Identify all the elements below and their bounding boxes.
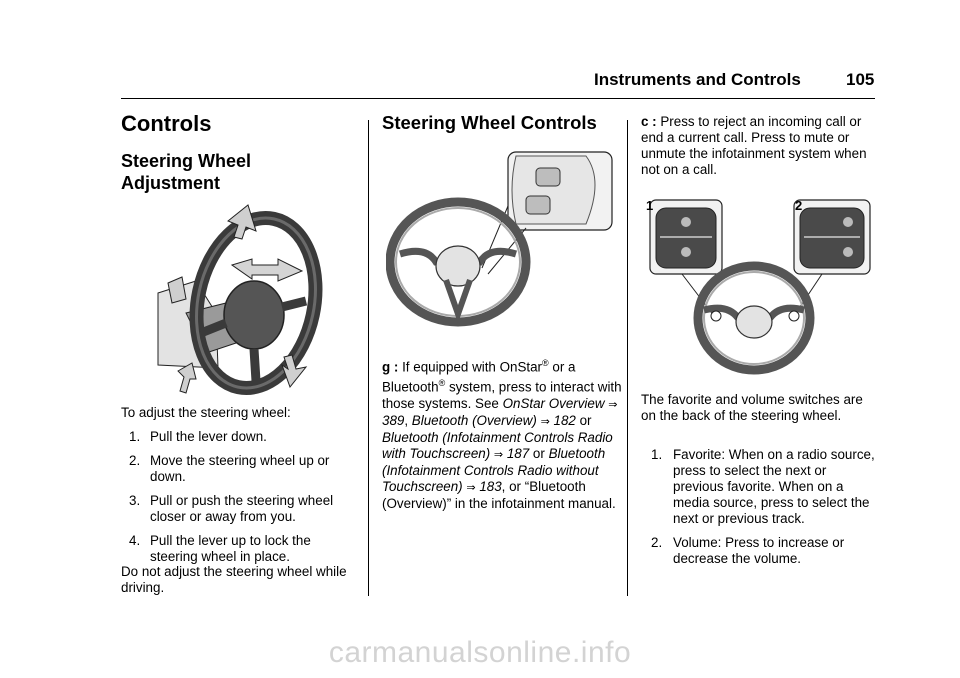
bluetooth-touchscreen-link[interactable]: Bluetooth (Infotainment Controls Radio with Touchscreen) <box>382 429 613 461</box>
page-ref-arrow-icon: ⇒ <box>540 414 550 428</box>
text-fragment: or <box>529 445 549 461</box>
steering-wheel-adjustment-illustration <box>156 203 326 395</box>
bluetooth-no-touchscreen-link[interactable]: Bluetooth (Infotainment Controls Radio without Touchscreen) <box>382 445 606 494</box>
onstar-bluetooth-paragraph <box>382 355 622 512</box>
registered-mark: ® <box>542 358 549 368</box>
running-header-title: Instruments and Controls <box>594 70 801 89</box>
page-ref[interactable]: 389 <box>382 412 405 428</box>
callout-number-2: 2 <box>795 198 803 213</box>
list-item <box>121 533 361 565</box>
text-fragment: Press to reject an incoming call or end a current call. Press to mute or unmute the infotainment system when not on a call. <box>641 114 867 177</box>
section-title-steering-wheel-controls: Steering Wheel Controls <box>382 112 597 133</box>
page-ref[interactable]: 187 <box>506 445 530 461</box>
page-ref-arrow-icon: ⇒ <box>493 447 504 461</box>
page-ref[interactable]: 182 <box>553 412 576 428</box>
step-text: Pull the lever up to lock the steering wheel in place. <box>150 533 311 564</box>
switches-description: The favorite and volume switches are on the back of the steering wheel. <box>641 392 863 423</box>
list-item <box>121 429 361 445</box>
bluetooth-overview-link[interactable]: Bluetooth (Overview) <box>411 412 537 428</box>
end-call-button-symbol: c : <box>641 114 657 129</box>
item-text: Favorite: When on a radio source, press to select the next or previous favorite. When on a media source, press to select the next or previous track. <box>673 447 875 526</box>
section-title-controls: Controls <box>121 111 212 136</box>
step-number: 2. <box>129 453 141 468</box>
text-fragment: or a Bluetooth <box>382 359 576 395</box>
text-fragment: If equipped with OnStar <box>398 359 543 375</box>
list-item <box>121 453 361 485</box>
adjust-intro: To adjust the steering wheel: <box>121 405 291 420</box>
list-item <box>641 535 877 567</box>
onstar-overview-link[interactable]: OnStar Overview <box>502 395 605 411</box>
column-divider <box>368 120 369 596</box>
text-fragment: system, press to interact with those systems. See <box>382 379 622 411</box>
driving-warning: Do not adjust the steering wheel while driving. <box>121 564 347 595</box>
page-ref[interactable]: 183 <box>479 478 502 494</box>
step-number: 1. <box>129 429 141 444</box>
adjust-steps-list <box>121 429 361 573</box>
favorite-volume-switches-illustration <box>642 196 874 378</box>
registered-mark: ® <box>438 378 446 389</box>
voice-button-symbol: g : <box>382 359 399 375</box>
step-text: Pull the lever down. <box>150 429 267 444</box>
watermark: carmanualsonline.info <box>328 636 632 669</box>
step-text: Pull or push the steering wheel closer or away from you. <box>150 493 334 524</box>
page-ref-arrow-icon: ⇒ <box>608 397 618 411</box>
page-ref-arrow-icon: ⇒ <box>466 480 476 494</box>
text-fragment: , <box>404 412 412 428</box>
item-text: Volume: Press to increase or decrease the volume. <box>673 535 845 566</box>
step-number: 3. <box>129 493 141 508</box>
switches-list <box>641 447 877 575</box>
column-divider <box>627 120 628 596</box>
header-rule <box>121 98 875 99</box>
text-fragment: , or “Bluetooth (Overview)” in the infotainment manual. <box>382 478 616 511</box>
subsection-title-steering-wheel-adjustment: Steering Wheel Adjustment <box>121 151 252 193</box>
step-number: 4. <box>129 533 141 548</box>
item-number: 2. <box>651 535 663 550</box>
list-item <box>641 447 877 527</box>
list-item <box>121 493 361 525</box>
callout-number-1: 1 <box>646 198 654 213</box>
step-text: Move the steering wheel up or down. <box>150 453 330 484</box>
reject-call-paragraph <box>641 114 871 178</box>
page-number: 105 <box>846 70 875 89</box>
text-fragment: or <box>575 412 592 428</box>
steering-wheel-controls-illustration <box>386 150 616 332</box>
item-number: 1. <box>651 447 663 462</box>
